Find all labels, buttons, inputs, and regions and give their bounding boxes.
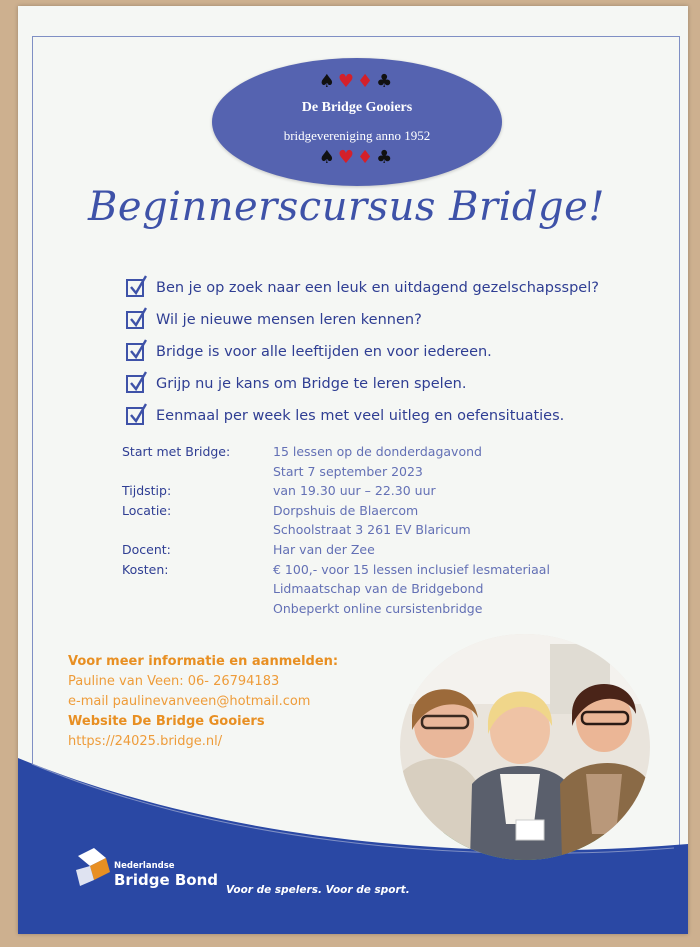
detail-value: Start 7 september 2023 xyxy=(273,463,423,479)
contact-email[interactable]: e-mail paulinevanveen@hotmail.com xyxy=(68,694,311,709)
website-heading: Website De Bridge Gooiers xyxy=(68,714,265,729)
logo-subtitle: Nederlandse xyxy=(114,861,175,871)
detail-value: Har van der Zee xyxy=(273,541,375,557)
club-icon: ♣ xyxy=(376,147,396,168)
club-name: De Bridge Gooiers xyxy=(301,100,413,115)
spade-icon: ♠ xyxy=(318,147,338,168)
logo-title: Bridge Bond xyxy=(114,871,218,889)
detail-value: Onbeperkt online cursistenbridge xyxy=(273,600,483,616)
detail-value: € 100,- voor 15 lessen inclusief lesmateriaal xyxy=(273,561,550,577)
heart-icon: ♥ xyxy=(337,71,357,92)
detail-value: Schoolstraat 3 261 EV Blaricum xyxy=(273,522,471,538)
diamond-icon: ♦ xyxy=(357,147,377,168)
detail-label: Kosten: xyxy=(122,561,169,577)
checklist-text: Bridge is voor alle leeftijden en voor iedereen. xyxy=(156,344,492,360)
checklist-text: Wil je nieuwe mensen leren kennen? xyxy=(156,312,422,328)
detail-label: Start met Bridge: xyxy=(122,444,231,459)
headline: Beginnerscursus Bridge! xyxy=(88,184,605,230)
detail-value: Dorpshuis de Blaercom xyxy=(273,502,419,518)
checklist-text: Ben je op zoek naar een leuk en uitdagend gezelschapsspel? xyxy=(156,280,599,296)
club-subtitle: bridgevereniging anno 1952 xyxy=(283,128,431,143)
detail-value: van 19.30 uur – 22.30 uur xyxy=(273,483,436,499)
detail-value: Lidmaatschap van de Bridgebond xyxy=(273,581,484,597)
diamond-icon: ♦ xyxy=(357,71,377,92)
contact-info xyxy=(68,652,408,752)
poster xyxy=(18,6,688,934)
detail-value: 15 lessen op de donderdagavond xyxy=(273,444,482,459)
footer-tagline: Voor de spelers. Voor de sport. xyxy=(226,884,410,896)
contact-phone: Pauline van Veen: 06- 26794183 xyxy=(68,674,280,689)
contact-heading: Voor meer informatie en aanmelden: xyxy=(68,654,339,669)
website-link[interactable]: https://24025.bridge.nl/ xyxy=(68,734,223,749)
spade-icon: ♠ xyxy=(318,71,338,92)
checklist-text: Eenmaal per week les met veel uitleg en oefensituaties. xyxy=(156,408,565,424)
club-icon: ♣ xyxy=(376,71,396,92)
detail-label: Docent: xyxy=(122,541,171,557)
checklist-text: Grijp nu je kans om Bridge te leren spelen. xyxy=(156,376,467,392)
detail-label: Locatie: xyxy=(122,502,172,518)
group-photo xyxy=(400,634,650,860)
bridge-bond-logo-icon xyxy=(76,846,112,892)
heart-icon: ♥ xyxy=(337,147,357,168)
detail-label: Tijdstip: xyxy=(122,483,172,499)
